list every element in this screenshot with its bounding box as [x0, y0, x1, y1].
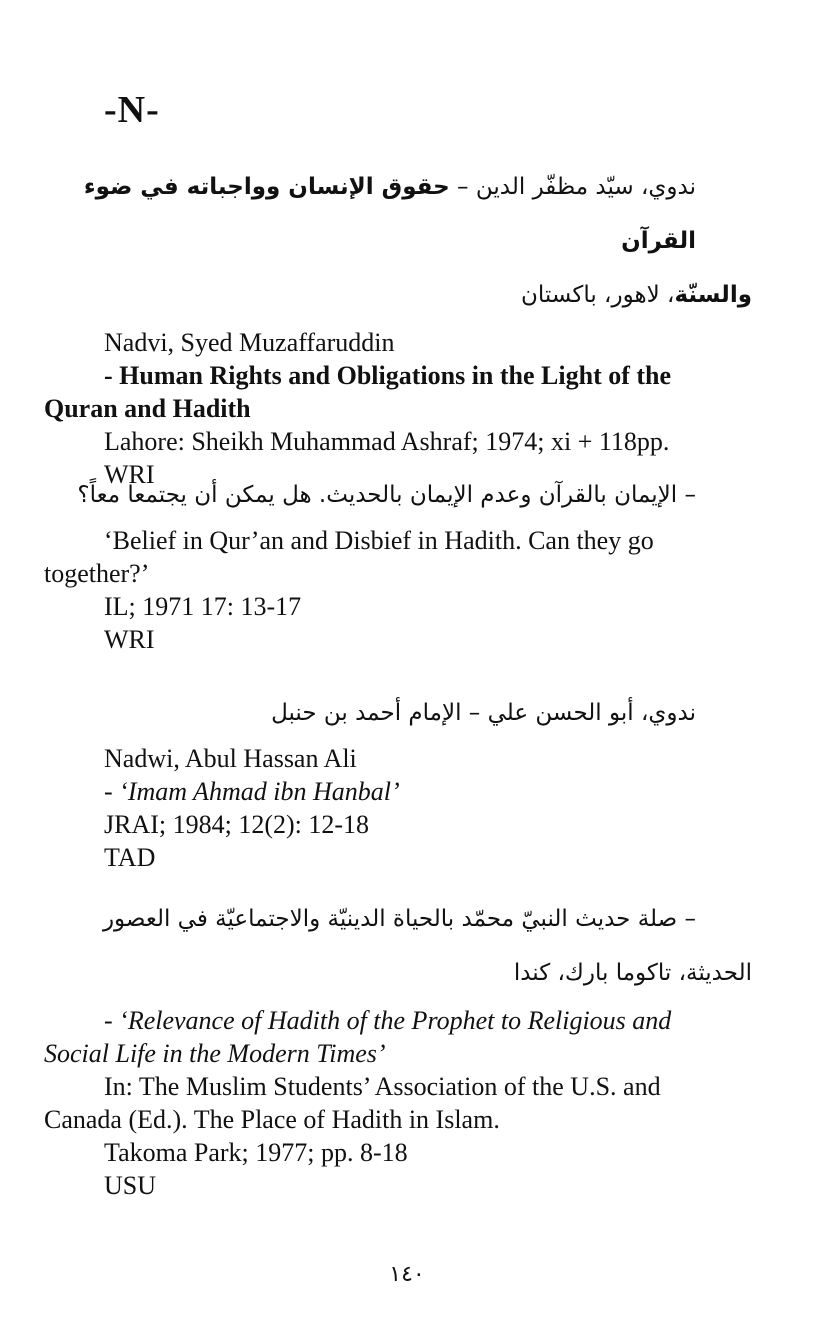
arabic-title-cont: والسنّة: [674, 282, 752, 308]
author: Nadvi, Syed Muzaffaruddin: [104, 328, 395, 357]
arabic-citation-cont: [44, 268, 752, 322]
title-line-cont: together?’: [44, 559, 150, 588]
title-line-cont: Social Life in the Modern Times’: [44, 1039, 386, 1068]
publication: Lahore: Sheikh Muhammad Ashraf; 1974; xi + 118pp.: [104, 427, 670, 456]
arabic-author: ندوي، سيّد مظفّر الدين –: [449, 174, 696, 200]
section-letter-heading: -N-: [104, 89, 160, 131]
arabic-citation-cont: الحديثة، تاكوما بارك، كندا: [513, 960, 752, 986]
library-code: WRI: [104, 625, 155, 654]
bibliography-entry-3: [44, 686, 748, 874]
title-line: - Human Rights and Obligations in the Light of the: [104, 361, 672, 390]
bibliography-entry-1: [44, 160, 752, 491]
title-line: - ‘Imam Ahmad ibn Hanbal’: [104, 777, 400, 806]
publication: JRAI; 1984; 12(2): 12-18: [104, 810, 370, 839]
bibliography-entry-2: [44, 468, 748, 656]
author: Nadwi, Abul Hassan Ali: [104, 744, 357, 773]
title-line-cont: Quran and Hadith: [44, 394, 251, 423]
arabic-citation: – صلة حديث النبيّ محمّد بالحياة الدينيّة والاجتماعيّة في العصور: [102, 906, 696, 932]
source-line: In: The Muslim Students’ Association of the U.S. and: [104, 1072, 661, 1101]
arabic-place: ، لاهور، باكستان: [521, 282, 675, 308]
publication: Takoma Park; 1977; pp. 8-18: [104, 1138, 408, 1167]
library-code: TAD: [104, 843, 156, 872]
library-code: USU: [104, 1171, 157, 1200]
arabic-citation: ندوي، أبو الحسن علي – الإمام أحمد بن حنبل: [271, 700, 696, 726]
title-line: - ‘Relevance of Hadith of the Prophet to Religious and: [104, 1006, 672, 1035]
arabic-citation: – الإيمان بالقرآن وعدم الإيمان بالحديث. هل يمكن أن يجتمعا معاً؟: [77, 482, 696, 508]
arabic-title: حقوق الإنسان وواجباته في ضوء القرآن: [83, 174, 696, 254]
publication: IL; 1971 17: 13-17: [104, 592, 302, 621]
source-line-cont: Canada (Ed.). The Place of Hadith in Islam.: [44, 1105, 500, 1134]
library-code: WRI: [104, 460, 155, 489]
bibliography-entry-4: [44, 892, 752, 1202]
arabic-citation: [44, 160, 752, 268]
page-number: ١٤٠: [389, 1262, 425, 1287]
title-line: ‘Belief in Qur’an and Disbief in Hadith. Can they go: [104, 526, 654, 555]
